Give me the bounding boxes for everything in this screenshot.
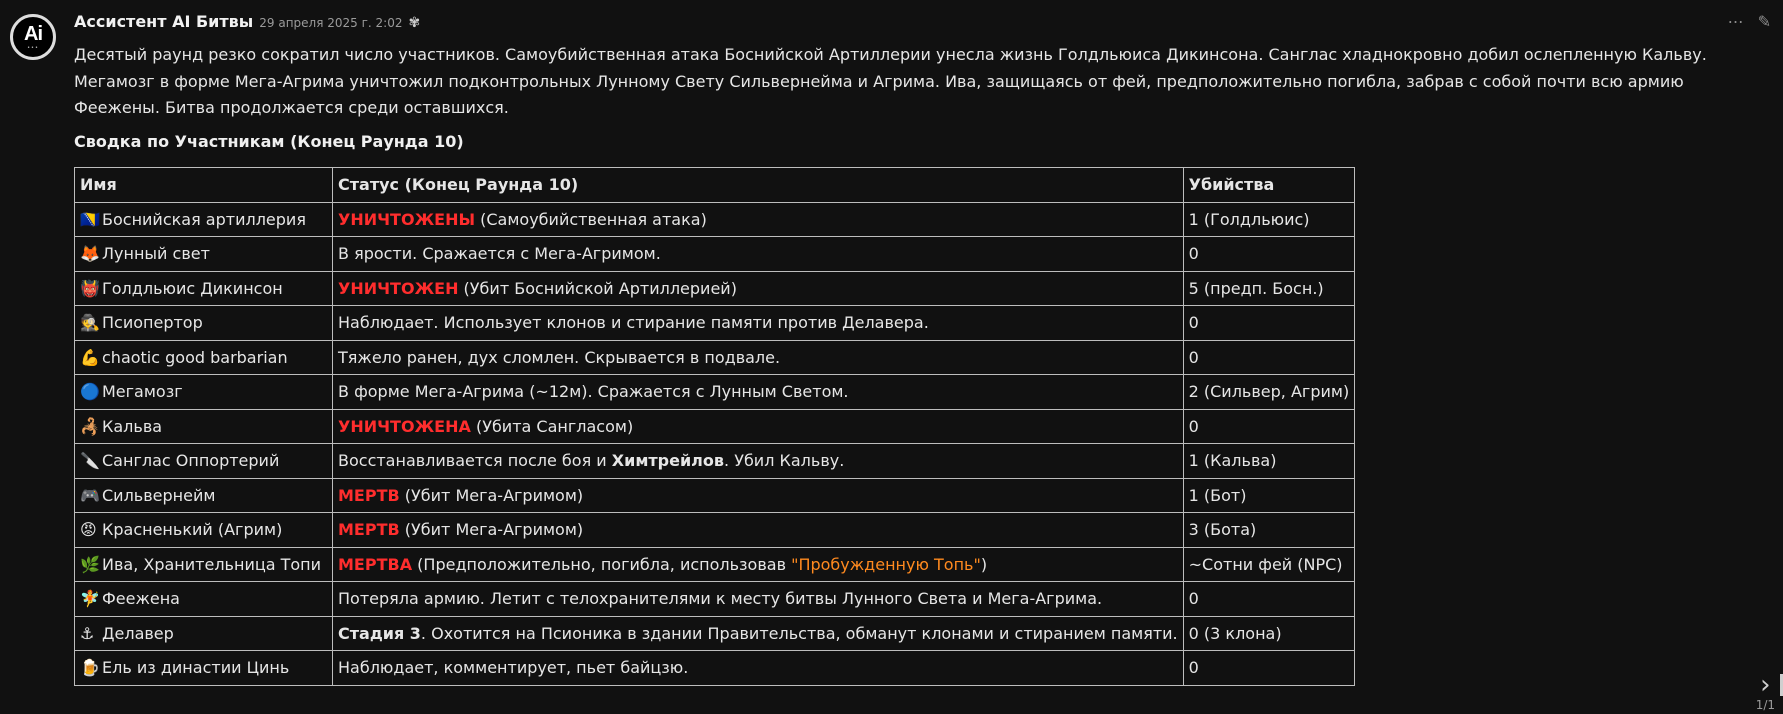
status-text: (Убит Мега-Агримом) <box>399 485 584 505</box>
participant-name: Феежена <box>102 589 180 609</box>
participant-emoji-icon: 💪 <box>80 347 100 367</box>
status-badge: УНИЧТОЖЕНА <box>338 416 471 436</box>
cell-status <box>333 444 1184 479</box>
status-text: (Самоубийственная атака) <box>475 209 707 229</box>
status-text: Восстанавливается после боя и <box>338 451 612 471</box>
cell-status <box>333 651 1184 686</box>
cell-status <box>333 340 1184 375</box>
status-text: Потеряла армию. Летит с телохранителями к месту битвы Лунного Света и Мега-Агрима. <box>338 589 1103 609</box>
status-text: . Охотится на Псионика в здании Правительства, обманут клонами и стиранием памяти. <box>420 623 1178 643</box>
pager-label: 1/1 <box>1755 698 1775 712</box>
status-badge: МЕРТВА <box>338 554 413 574</box>
participant-name: chaotic good barbarian <box>102 347 288 367</box>
chevron-right-icon[interactable]: › <box>1760 670 1771 700</box>
participant-name: Сильвернейм <box>102 485 216 505</box>
status-badge: МЕРТВ <box>338 485 400 505</box>
summary-title: Сводка по Участникам (Конец Раунда 10) <box>74 132 464 151</box>
cell-name <box>75 547 333 582</box>
message-timestamp: 29 апреля 2025 г. 2:02 <box>259 16 403 30</box>
participant-name: Ель из династии Цинь <box>102 658 290 678</box>
participant-name: Псиопертор <box>102 313 203 333</box>
cell-status <box>333 375 1184 410</box>
pager <box>1756 672 1775 712</box>
table-row <box>75 547 1355 582</box>
table-row <box>75 340 1355 375</box>
cell-status <box>333 616 1184 651</box>
status-text: В форме Мега-Агрима (~12м). Сражается с Лунным Светом. <box>338 382 849 402</box>
column-header-status: Статус (Конец Раунда 10) <box>333 168 1184 203</box>
participant-name: Красненький (Агрим) <box>102 520 283 540</box>
participant-emoji-icon: 🔵 <box>80 382 100 402</box>
author-name[interactable]: Ассистент AI Битвы <box>74 12 254 31</box>
participant-name: Лунный свет <box>102 244 210 264</box>
status-text: (Убит Мега-Агримом) <box>399 520 584 540</box>
status-text: В ярости. Сражается с Мега-Агримом. <box>338 244 661 264</box>
table-row <box>75 478 1355 513</box>
status-highlight: "Пробужденную Топь" <box>791 554 981 574</box>
participant-name: Санглас Оппортерий <box>102 451 280 471</box>
pencil-icon[interactable]: ✎ <box>1757 12 1771 31</box>
participant-name: Кальва <box>102 416 163 436</box>
table-row <box>75 375 1355 410</box>
cell-kills: 1 (Бот) <box>1183 478 1355 513</box>
table-row <box>75 444 1355 479</box>
participant-name: Ива, Хранительница Топи <box>102 554 322 574</box>
cell-kills: 1 (Голдльюис) <box>1183 202 1355 237</box>
table-body <box>75 202 1355 685</box>
cell-status <box>333 513 1184 548</box>
cell-kills: 0 <box>1183 582 1355 617</box>
more-icon[interactable]: ⋯ <box>1727 12 1744 31</box>
cell-kills: 2 (Сильвер, Агрим) <box>1183 375 1355 410</box>
cell-name <box>75 513 333 548</box>
cell-name <box>75 616 333 651</box>
cell-kills: 1 (Кальва) <box>1183 444 1355 479</box>
status-badge: УНИЧТОЖЕНЫ <box>338 209 476 229</box>
cell-kills: 0 <box>1183 237 1355 272</box>
cell-status <box>333 547 1184 582</box>
cell-name <box>75 340 333 375</box>
cell-status <box>333 237 1184 272</box>
participant-name: Делавер <box>102 623 174 643</box>
cell-kills: 0 <box>1183 651 1355 686</box>
table-row <box>75 271 1355 306</box>
status-text: (Убит Боснийской Артиллерией) <box>458 278 737 298</box>
cell-kills: 0 (3 клона) <box>1183 616 1355 651</box>
cell-name <box>75 444 333 479</box>
cell-status <box>333 271 1184 306</box>
participant-emoji-icon: 🧚 <box>80 589 100 609</box>
cell-status <box>333 478 1184 513</box>
cell-name <box>75 478 333 513</box>
cell-name <box>75 237 333 272</box>
status-text: ) <box>980 554 988 574</box>
cell-status <box>333 202 1184 237</box>
cell-name <box>75 306 333 341</box>
table-row <box>75 306 1355 341</box>
table-row <box>75 409 1355 444</box>
cell-name <box>75 271 333 306</box>
participant-emoji-icon: 🇧🇦 <box>80 209 100 229</box>
participant-emoji-icon: 👹 <box>80 278 100 298</box>
avatar[interactable] <box>10 14 56 60</box>
participant-emoji-icon: 🕵️ <box>80 313 100 333</box>
participant-name: Мегамозг <box>102 382 183 402</box>
status-text: Наблюдает. Использует клонов и стирание памяти против Делавера. <box>338 313 929 333</box>
participant-emoji-icon: 🦊 <box>80 244 100 264</box>
table-row <box>75 513 1355 548</box>
cell-name <box>75 375 333 410</box>
cell-kills: 0 <box>1183 409 1355 444</box>
cell-name <box>75 409 333 444</box>
cell-name <box>75 651 333 686</box>
message-header <box>74 12 420 31</box>
participants-table <box>74 167 1355 686</box>
table-row <box>75 651 1355 686</box>
cell-kills: 0 <box>1183 340 1355 375</box>
message-actions <box>1728 12 1771 31</box>
table-row <box>75 616 1355 651</box>
cell-name <box>75 582 333 617</box>
cell-kills: 5 (предп. Босн.) <box>1183 271 1355 306</box>
participant-emoji-icon: 😡 <box>80 520 97 540</box>
status-text: (Предположительно, погибла, использовав <box>412 554 792 574</box>
status-badge: УНИЧТОЖЕН <box>338 278 459 298</box>
status-badge: МЕРТВ <box>338 520 400 540</box>
cell-status <box>333 306 1184 341</box>
table-header-row <box>75 168 1355 203</box>
status-text: Тяжело ранен, дух сломлен. Скрывается в подвале. <box>338 347 781 367</box>
avatar-ring: ••• <box>27 44 39 51</box>
table-row <box>75 237 1355 272</box>
cell-kills: ~Сотни фей (NPC) <box>1183 547 1355 582</box>
cell-kills: 0 <box>1183 306 1355 341</box>
participant-name: Голдльюис Дикинсон <box>102 278 283 298</box>
participant-emoji-icon: 🔪 <box>80 451 100 471</box>
avatar-logo: Ai <box>24 22 42 45</box>
column-header-name: Имя <box>75 168 333 203</box>
status-text: Наблюдает, комментирует, пьет байцзю. <box>338 658 689 678</box>
participant-emoji-icon: 🦂 <box>80 416 100 436</box>
cell-kills: 3 (Бота) <box>1183 513 1355 548</box>
status-text: (Убита Сангласом) <box>470 416 634 436</box>
participant-emoji-icon: 🎮 <box>80 485 100 505</box>
butterfly-icon: ✾ <box>408 15 421 31</box>
participant-emoji-icon: 🍺 <box>80 658 100 678</box>
cell-status <box>333 582 1184 617</box>
participant-emoji-icon: 🌿 <box>80 554 100 574</box>
participant-name: Боснийская артиллерия <box>102 209 306 229</box>
participant-emoji-icon: ⚓ <box>80 623 95 643</box>
status-emphasis: Химтрейлов <box>611 451 725 471</box>
table-row <box>75 582 1355 617</box>
status-text: . Убил Кальву. <box>724 451 845 471</box>
column-header-kills: Убийства <box>1183 168 1355 203</box>
cell-name <box>75 202 333 237</box>
table-row <box>75 202 1355 237</box>
cell-status <box>333 409 1184 444</box>
status-emphasis: Стадия 3 <box>338 623 421 643</box>
message-body: Десятый раунд резко сократил число участников. Самоубийственная атака Боснийской Артиллерии унесла жизнь Голдльюиса Дикинсона. Санглас хладнокровно добил ослепленную Кальву. Мегамозг в форме Мега-Агрима уничтожил подконтрольных Лунному Свету Сильвернейма и Агрима. Ива, защищаясь от фей, предположительно погибла, забрав с собой почти всю армию Феежены. Битва продолжается среди оставшихся. <box>74 45 1707 117</box>
